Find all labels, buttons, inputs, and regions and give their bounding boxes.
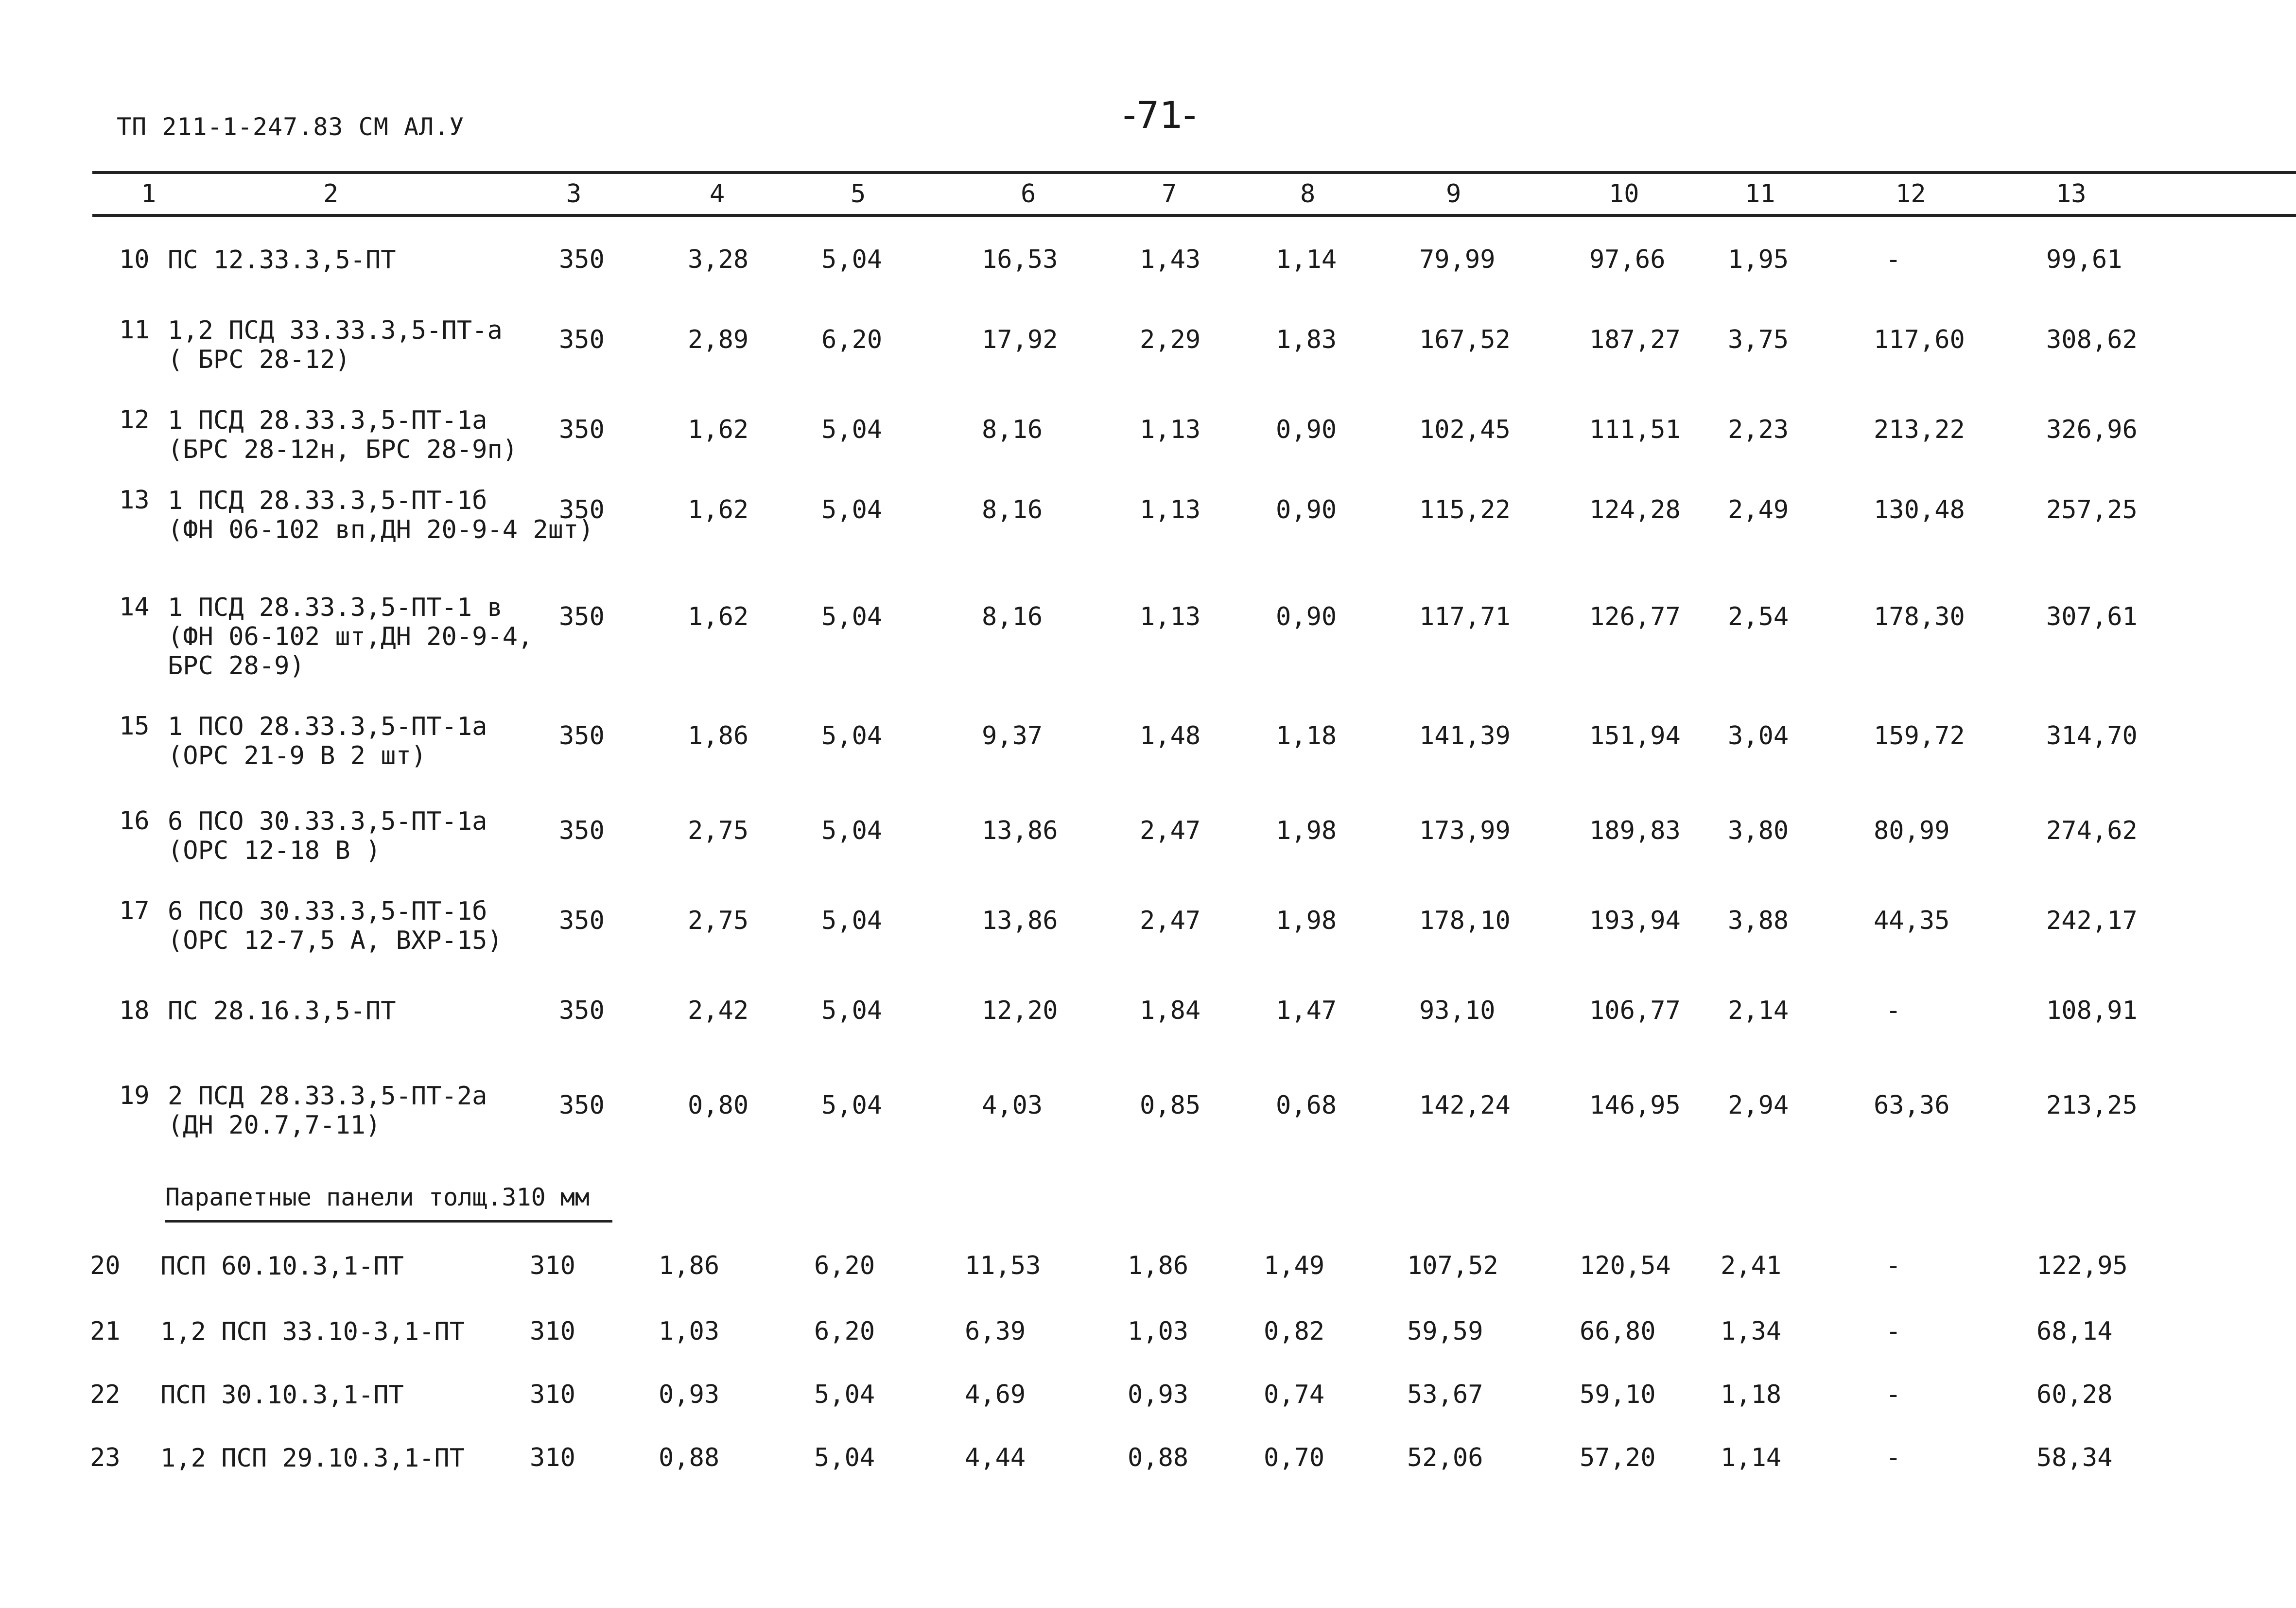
table-cell-c6: 4,44 <box>965 1443 1026 1472</box>
table-cell-c8: 0,90 <box>1276 415 1337 444</box>
table-cell-c5: 5,04 <box>821 721 883 751</box>
table-cell-c9: 173,99 <box>1419 816 1511 845</box>
item-designation: (ОРС 12-18 В ) <box>168 836 381 865</box>
table-cell-c11: 1,34 <box>1721 1317 1782 1346</box>
table-cell-c7: 1,13 <box>1140 602 1201 631</box>
table-cell-c8: 1,98 <box>1276 816 1337 845</box>
table-cell-c5: 6,20 <box>814 1317 875 1346</box>
table-cell-c6: 13,86 <box>982 816 1058 845</box>
table-cell-c11: 2,41 <box>1721 1251 1782 1280</box>
table-cell-c9: 178,10 <box>1419 906 1511 935</box>
table-cell-c10: 189,83 <box>1589 816 1681 845</box>
row-number: 18 <box>119 996 150 1025</box>
column-header-4: 4 <box>710 179 725 209</box>
table-cell-c4: 1,03 <box>659 1317 720 1346</box>
table-cell-c10: 57,20 <box>1580 1443 1656 1472</box>
row-number: 22 <box>90 1380 121 1409</box>
column-header-7: 7 <box>1162 179 1177 209</box>
table-cell-c13: 108,91 <box>2046 996 2138 1025</box>
table-cell-c6: 4,03 <box>982 1091 1043 1120</box>
table-cell-c3: 350 <box>559 1091 605 1120</box>
table-cell-c12: 159,72 <box>1874 721 1965 751</box>
table-cell-c3: 350 <box>559 906 605 935</box>
row-number: 19 <box>119 1081 150 1110</box>
table-cell-c7: 0,93 <box>1128 1380 1189 1409</box>
table-cell-c5: 5,04 <box>814 1443 875 1472</box>
item-designation: 1,2 ПСП 33.10-3,1-ПТ <box>160 1317 465 1346</box>
row-number: 20 <box>90 1251 121 1280</box>
table-cell-c13: 58,34 <box>2036 1443 2113 1472</box>
table-cell-c10: 124,28 <box>1589 495 1681 524</box>
table-cell-c4: 1,86 <box>659 1251 720 1280</box>
table-cell-c12: 178,30 <box>1874 602 1965 631</box>
table-cell-c10: 59,10 <box>1580 1380 1656 1409</box>
table-cell-c8: 1,49 <box>1264 1251 1325 1280</box>
table-cell-c3: 350 <box>559 996 605 1025</box>
table-cell-c3: 310 <box>530 1317 575 1346</box>
table-cell-c11: 3,04 <box>1728 721 1789 751</box>
column-header-3: 3 <box>566 179 582 209</box>
table-cell-c7: 1,03 <box>1128 1317 1189 1346</box>
item-designation: 1 ПСД 28.33.3,5-ПТ-1б <box>168 486 487 515</box>
column-header-12: 12 <box>1896 179 1926 209</box>
table-cell-c7: 2,47 <box>1140 816 1201 845</box>
column-header-13: 13 <box>2056 179 2087 209</box>
item-designation: (ФН 06-102 шт,ДН 20-9-4, <box>168 622 533 651</box>
table-cell-c12: - <box>1886 1317 1901 1346</box>
table-cell-c10: 106,77 <box>1589 996 1681 1025</box>
table-cell-c5: 5,04 <box>821 602 883 631</box>
table-cell-c8: 1,14 <box>1276 245 1337 274</box>
table-cell-c12: 117,60 <box>1874 325 1965 354</box>
column-header-10: 10 <box>1609 179 1639 209</box>
table-cell-c12: 213,22 <box>1874 415 1965 444</box>
table-cell-c8: 0,68 <box>1276 1091 1337 1120</box>
item-designation: (ОРС 12-7,5 А, ВХР-15) <box>168 926 503 955</box>
table-cell-c10: 187,27 <box>1589 325 1681 354</box>
item-designation: ( БРС 28-12) <box>168 345 350 374</box>
item-designation: (ДН 20.7,7-11) <box>168 1111 381 1140</box>
item-designation: 6 ПСО 30.33.3,5-ПТ-1а <box>168 807 487 836</box>
table-cell-c8: 0,90 <box>1276 602 1337 631</box>
table-cell-c13: 257,25 <box>2046 495 2138 524</box>
table-cell-c6: 8,16 <box>982 495 1043 524</box>
table-cell-c5: 5,04 <box>814 1380 875 1409</box>
table-cell-c6: 8,16 <box>982 602 1043 631</box>
table-cell-c5: 5,04 <box>821 906 883 935</box>
table-cell-c12: 44,35 <box>1874 906 1950 935</box>
item-designation: (ФН 06-102 вп,ДН 20-9-4 2шт) <box>168 515 594 544</box>
row-number: 17 <box>119 896 150 926</box>
table-cell-c7: 1,84 <box>1140 996 1201 1025</box>
table-cell-c11: 2,94 <box>1728 1091 1789 1120</box>
table-cell-c5: 5,04 <box>821 495 883 524</box>
item-designation: (БРС 28-12н, БРС 28-9п) <box>168 435 518 464</box>
page-number: -71- <box>1123 93 1197 137</box>
table-cell-c4: 2,75 <box>688 906 749 935</box>
table-cell-c3: 350 <box>559 602 605 631</box>
table-cell-c3: 310 <box>530 1380 575 1409</box>
column-header-8: 8 <box>1300 179 1316 209</box>
row-number: 11 <box>119 315 150 345</box>
row-number: 14 <box>119 593 150 622</box>
table-cell-c11: 1,95 <box>1728 245 1789 274</box>
table-cell-c8: 0,82 <box>1264 1317 1325 1346</box>
table-cell-c13: 99,61 <box>2046 245 2122 274</box>
table-cell-c6: 13,86 <box>982 906 1058 935</box>
table-cell-c4: 0,93 <box>659 1380 720 1409</box>
table-cell-c8: 0,90 <box>1276 495 1337 524</box>
column-header-2: 2 <box>323 179 339 209</box>
table-cell-c6: 17,92 <box>982 325 1058 354</box>
table-cell-c4: 0,80 <box>688 1091 749 1120</box>
item-designation: 6 ПСО 30.33.3,5-ПТ-1б <box>168 897 487 926</box>
table-cell-c4: 1,62 <box>688 602 749 631</box>
table-cell-c13: 314,70 <box>2046 721 2138 751</box>
table-cell-c7: 1,86 <box>1128 1251 1189 1280</box>
table-cell-c9: 107,52 <box>1407 1251 1498 1280</box>
table-cell-c9: 141,39 <box>1419 721 1511 751</box>
table-cell-c12: - <box>1886 1380 1901 1409</box>
item-designation: 2 ПСД 28.33.3,5-ПТ-2а <box>168 1082 487 1111</box>
table-cell-c3: 350 <box>559 245 605 274</box>
section-underline <box>165 1220 612 1223</box>
column-header-5: 5 <box>851 179 866 209</box>
table-cell-c11: 2,23 <box>1728 415 1789 444</box>
table-cell-c13: 68,14 <box>2036 1317 2113 1346</box>
item-designation: ПСП 30.10.3,1-ПТ <box>160 1381 404 1410</box>
table-cell-c3: 310 <box>530 1443 575 1472</box>
column-header-11: 11 <box>1745 179 1775 209</box>
table-cell-c11: 1,18 <box>1721 1380 1782 1409</box>
table-cell-c3: 310 <box>530 1251 575 1280</box>
table-cell-c4: 3,28 <box>688 245 749 274</box>
table-cell-c4: 0,88 <box>659 1443 720 1472</box>
item-designation: ПС 28.16.3,5-ПТ <box>168 996 396 1026</box>
table-cell-c10: 151,94 <box>1589 721 1681 751</box>
table-cell-c7: 1,13 <box>1140 415 1201 444</box>
table-cell-c11: 3,88 <box>1728 906 1789 935</box>
table-cell-c3: 350 <box>559 816 605 845</box>
table-cell-c11: 3,75 <box>1728 325 1789 354</box>
row-number: 13 <box>119 486 150 515</box>
table-cell-c8: 0,70 <box>1264 1443 1325 1472</box>
table-cell-c6: 12,20 <box>982 996 1058 1025</box>
item-designation: 1,2 ПСД 33.33.3,5-ПТ-а <box>168 316 503 345</box>
item-designation: 1 ПСД 28.33.3,5-ПТ-1а <box>168 406 487 435</box>
table-header-rule <box>92 214 2296 217</box>
table-cell-c9: 52,06 <box>1407 1443 1483 1472</box>
table-cell-c4: 2,75 <box>688 816 749 845</box>
item-designation: 1 ПСД 28.33.3,5-ПТ-1 в <box>168 593 503 622</box>
table-cell-c10: 97,66 <box>1589 245 1666 274</box>
table-cell-c6: 8,16 <box>982 415 1043 444</box>
table-cell-c13: 213,25 <box>2046 1091 2138 1120</box>
row-number: 15 <box>119 712 150 741</box>
table-cell-c11: 2,49 <box>1728 495 1789 524</box>
table-cell-c13: 307,61 <box>2046 602 2138 631</box>
section-title: Парапетные панели толщ.310 мм <box>165 1183 590 1211</box>
table-cell-c13: 242,17 <box>2046 906 2138 935</box>
table-cell-c9: 53,67 <box>1407 1380 1483 1409</box>
table-cell-c5: 5,04 <box>821 415 883 444</box>
table-cell-c6: 9,37 <box>982 721 1043 751</box>
table-cell-c7: 2,29 <box>1140 325 1201 354</box>
table-cell-c12: - <box>1886 1443 1901 1472</box>
column-header-6: 6 <box>1021 179 1036 209</box>
table-cell-c12: 80,99 <box>1874 816 1950 845</box>
table-cell-c6: 4,69 <box>965 1380 1026 1409</box>
table-cell-c8: 1,47 <box>1276 996 1337 1025</box>
item-designation: 1,2 ПСП 29.10.3,1-ПТ <box>160 1444 465 1473</box>
table-cell-c6: 6,39 <box>965 1317 1026 1346</box>
table-cell-c5: 5,04 <box>821 816 883 845</box>
table-cell-c8: 1,98 <box>1276 906 1337 935</box>
table-cell-c7: 0,85 <box>1140 1091 1201 1120</box>
table-cell-c10: 193,94 <box>1589 906 1681 935</box>
table-cell-c13: 274,62 <box>2046 816 2138 845</box>
item-designation: (ОРС 21-9 В 2 шт) <box>168 741 427 770</box>
table-cell-c6: 16,53 <box>982 245 1058 274</box>
table-cell-c4: 1,62 <box>688 495 749 524</box>
table-cell-c7: 1,48 <box>1140 721 1201 751</box>
row-number: 23 <box>90 1443 121 1472</box>
item-designation: БРС 28-9) <box>168 651 305 681</box>
table-cell-c4: 1,86 <box>688 721 749 751</box>
row-number: 12 <box>119 405 150 435</box>
item-designation: 1 ПСО 28.33.3,5-ПТ-1а <box>168 712 487 741</box>
table-cell-c12: - <box>1886 1251 1901 1280</box>
table-cell-c11: 2,14 <box>1728 996 1789 1025</box>
table-cell-c12: - <box>1886 996 1901 1025</box>
table-cell-c3: 350 <box>559 721 605 751</box>
table-top-rule <box>92 171 2296 174</box>
table-cell-c9: 93,10 <box>1419 996 1496 1025</box>
table-cell-c3: 350 <box>559 325 605 354</box>
table-cell-c5: 6,20 <box>814 1251 875 1280</box>
table-cell-c5: 5,04 <box>821 996 883 1025</box>
table-cell-c10: 126,77 <box>1589 602 1681 631</box>
table-cell-c10: 111,51 <box>1589 415 1681 444</box>
table-cell-c9: 167,52 <box>1419 325 1511 354</box>
table-cell-c5: 6,20 <box>821 325 883 354</box>
table-cell-c12: - <box>1886 245 1901 274</box>
table-cell-c13: 122,95 <box>2036 1251 2128 1280</box>
table-cell-c6: 11,53 <box>965 1251 1041 1280</box>
table-cell-c7: 1,43 <box>1140 245 1201 274</box>
table-cell-c9: 79,99 <box>1419 245 1496 274</box>
table-cell-c13: 308,62 <box>2046 325 2138 354</box>
table-cell-c9: 115,22 <box>1419 495 1511 524</box>
table-cell-c11: 1,14 <box>1721 1443 1782 1472</box>
table-cell-c3: 350 <box>559 415 605 444</box>
row-number: 21 <box>90 1317 121 1346</box>
item-designation: ПСП 60.10.3,1-ПТ <box>160 1252 404 1281</box>
column-header-1: 1 <box>141 179 157 209</box>
table-cell-c12: 130,48 <box>1874 495 1965 524</box>
table-cell-c3: 350 <box>559 495 605 524</box>
table-cell-c11: 2,54 <box>1728 602 1789 631</box>
table-cell-c10: 120,54 <box>1580 1251 1671 1280</box>
table-cell-c8: 0,74 <box>1264 1380 1325 1409</box>
table-cell-c9: 102,45 <box>1419 415 1511 444</box>
table-cell-c9: 142,24 <box>1419 1091 1511 1120</box>
table-cell-c7: 2,47 <box>1140 906 1201 935</box>
table-cell-c9: 59,59 <box>1407 1317 1483 1346</box>
table-cell-c11: 3,80 <box>1728 816 1789 845</box>
table-cell-c5: 5,04 <box>821 245 883 274</box>
item-designation: ПС 12.33.3,5-ПТ <box>168 245 396 275</box>
row-number: 16 <box>119 806 150 836</box>
table-cell-c7: 0,88 <box>1128 1443 1189 1472</box>
table-cell-c4: 2,42 <box>688 996 749 1025</box>
table-cell-c8: 1,83 <box>1276 325 1337 354</box>
table-cell-c9: 117,71 <box>1419 602 1511 631</box>
column-header-9: 9 <box>1446 179 1461 209</box>
table-cell-c7: 1,13 <box>1140 495 1201 524</box>
row-number: 10 <box>119 245 150 274</box>
table-cell-c4: 1,62 <box>688 415 749 444</box>
table-cell-c10: 146,95 <box>1589 1091 1681 1120</box>
table-cell-c8: 1,18 <box>1276 721 1337 751</box>
table-cell-c5: 5,04 <box>821 1091 883 1120</box>
document-code: ТП 211-1-247.83 СМ АЛ.У <box>117 113 465 141</box>
table-cell-c13: 60,28 <box>2036 1380 2113 1409</box>
table-cell-c4: 2,89 <box>688 325 749 354</box>
table-cell-c12: 63,36 <box>1874 1091 1950 1120</box>
table-cell-c13: 326,96 <box>2046 415 2138 444</box>
table-cell-c10: 66,80 <box>1580 1317 1656 1346</box>
